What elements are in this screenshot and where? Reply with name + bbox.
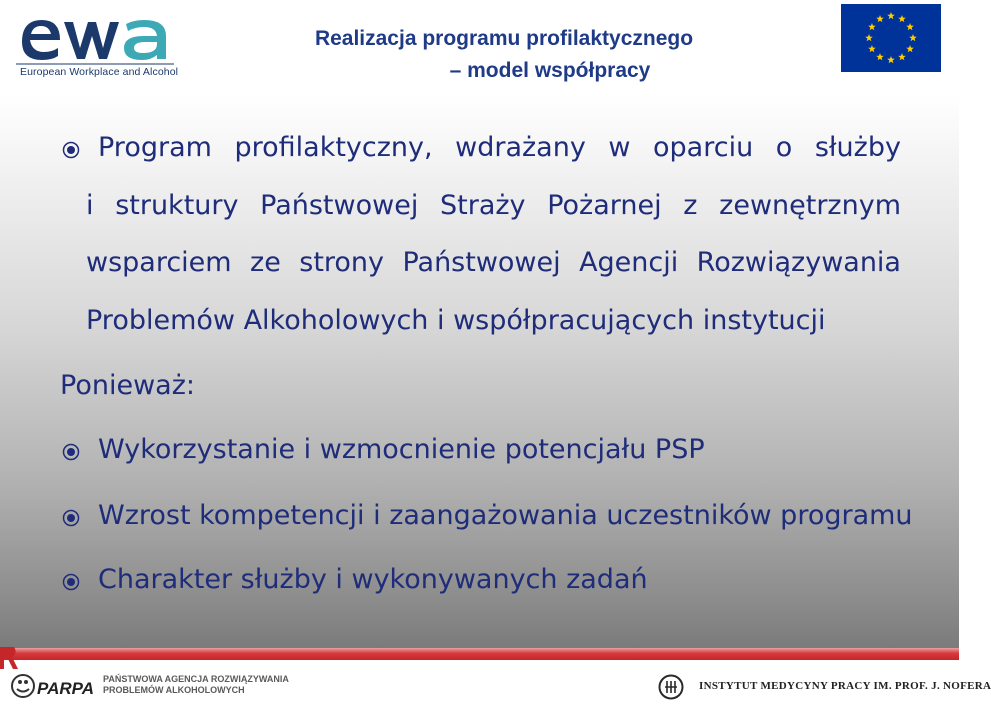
word: w xyxy=(608,132,631,163)
word: Straży xyxy=(440,190,526,221)
word: Program xyxy=(98,132,212,163)
slide-title: Realizacja programu profilaktycznego xyxy=(314,27,694,50)
word: służby xyxy=(814,132,901,163)
word: strony xyxy=(299,247,385,278)
paragraph-line-3 xyxy=(86,247,901,278)
word: Państwowej xyxy=(402,247,561,278)
word: zewnętrznym xyxy=(719,190,901,221)
word: o xyxy=(775,132,793,163)
radio-bullet-icon xyxy=(62,443,80,461)
paragraph-line-2 xyxy=(86,190,901,221)
word: Państwowej xyxy=(260,190,419,221)
parpa-logo xyxy=(10,672,94,702)
parpa-caption xyxy=(103,674,289,695)
radio-bullet-icon xyxy=(62,141,80,159)
word: struktury xyxy=(115,190,239,221)
list-item: Wzrost kompetencji i zaangażowania uczestników programu xyxy=(98,500,913,531)
parpa-caption-line2: PROBLEMÓW ALKOHOLOWYCH xyxy=(103,684,245,695)
word: wdrażany xyxy=(455,132,586,163)
footer-red-bar xyxy=(0,648,959,660)
word: Pożarnej xyxy=(547,190,662,221)
red-corner-icon xyxy=(0,645,18,671)
word: oparciu xyxy=(653,132,754,163)
parpa-logo-text: PARPA xyxy=(37,679,94,698)
word: profilaktyczny, xyxy=(234,132,433,163)
paragraph-line-1 xyxy=(98,132,901,163)
list-item: Charakter służby i wykonywanych zadań xyxy=(98,564,648,595)
imp-caption: INSTYTUT MEDYCYNY PRACY IM. PROF. J. NOFERA xyxy=(699,680,991,692)
word: i xyxy=(86,190,94,221)
word: z xyxy=(683,190,698,221)
radio-bullet-icon xyxy=(62,573,80,591)
parpa-caption-line1: PAŃSTWOWA AGENCJA ROZWIĄZYWANIA xyxy=(103,674,289,684)
because-heading: Ponieważ: xyxy=(60,370,195,401)
radio-bullet-icon xyxy=(62,509,80,527)
slide-subtitle: – model współpracy xyxy=(449,59,651,82)
imp-logo-icon xyxy=(658,674,684,700)
list-item: Wykorzystanie i wzmocnienie potencjału PSP xyxy=(98,434,705,465)
word: wsparciem xyxy=(86,247,232,278)
paragraph-line-4: Problemów Alkoholowych i współpracujących instytucji xyxy=(86,305,826,336)
word: ze xyxy=(250,247,281,278)
word: Agencji xyxy=(579,247,679,278)
ewa-logo-subtitle: European Workplace and Alcohol xyxy=(20,66,179,78)
word: Rozwiązywania xyxy=(696,247,901,278)
